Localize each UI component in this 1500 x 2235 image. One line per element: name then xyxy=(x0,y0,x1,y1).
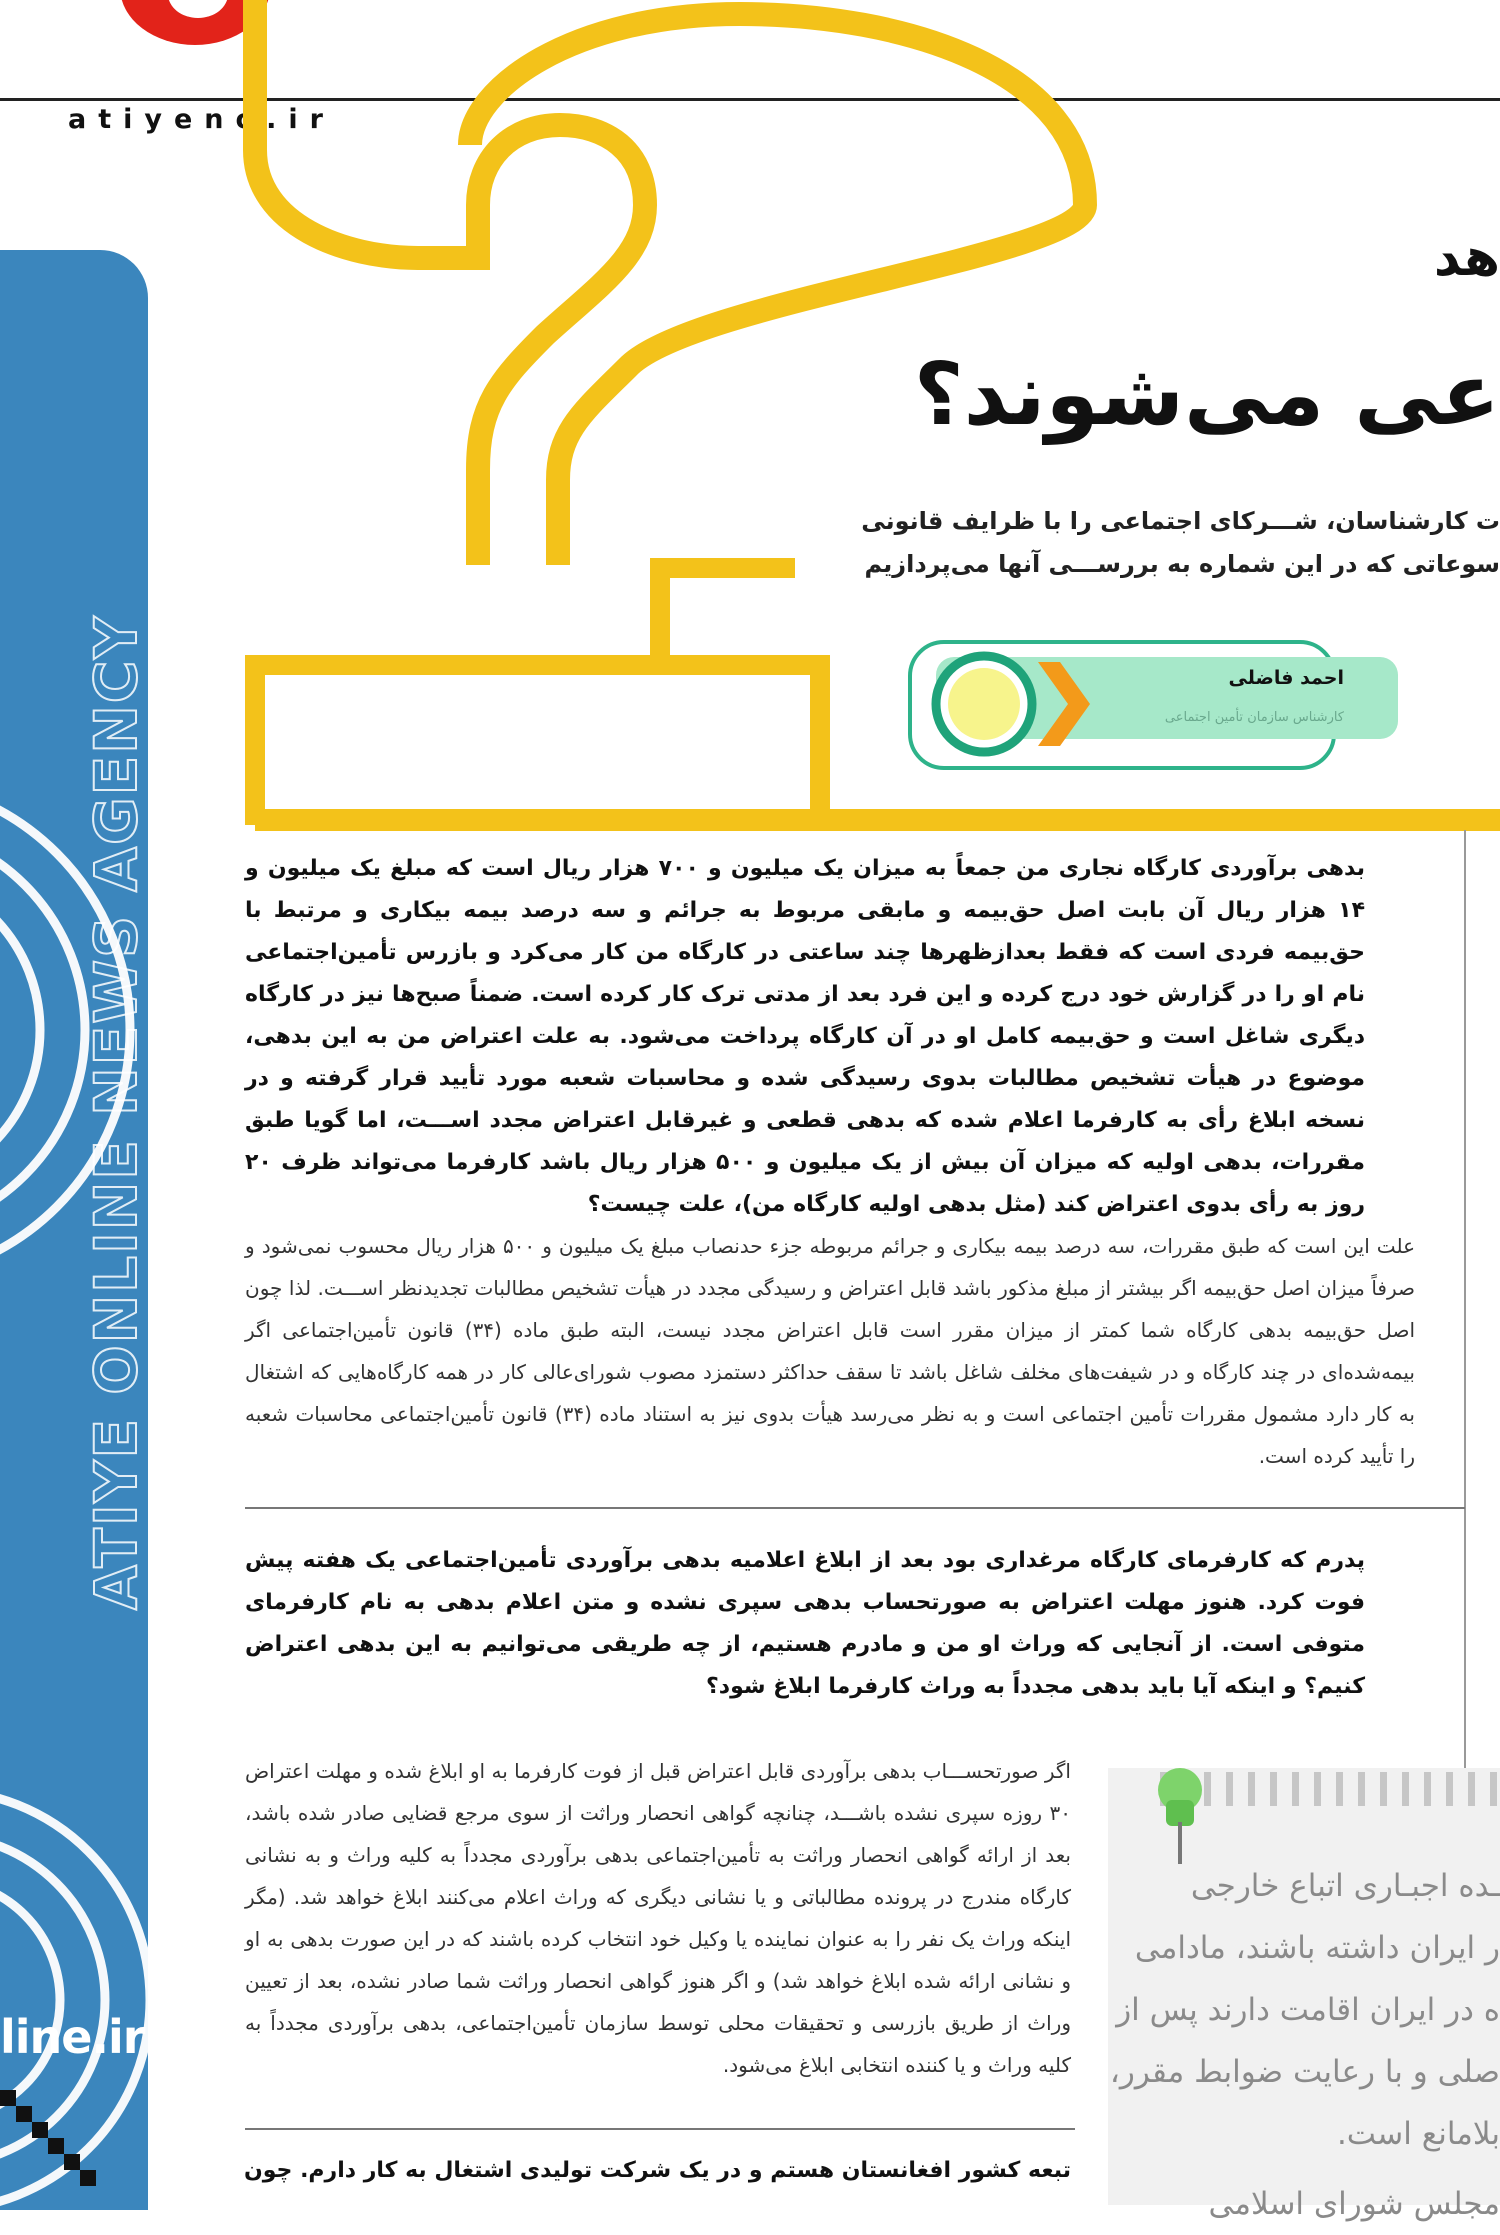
note-line: صلی و با رعایت ضوابط مقرر، xyxy=(1109,2054,1500,2090)
qa-answer-1: علت این است که طبق مقررات، سه درصد بیمه بیکاری و جرائم مربوطه جزء حدنصاب مبلغ یک میلیون و ۵۰۰ هزار ریال محسوب نمی‌شود و صرفاً میزان اصل حق‌بیمه اگر بیشتر از مبلغ مذکور باشد قابل اعتراض و رسیدگی مجدد در هیأت تشخیص مطالبات تجدیدنظر اســـت. لذا چون اصل حق‌بیمه بدهی کارگاه شما کمتر از میزان مقرر است قابل اعتراض مجدد نیست، البته طبق ماده (۳۴) قانون تأمین‌اجتماعی اگر بیمه‌شده‌ای در چند کارگاه و در شیفت‌های مخلف شاغل باشد تا سقف حداکثر دستمزد مصوب شورای‌عالی کار در همه کارگاه‌هایی که اشتغال به کار دارد مشمول مقررات تأمین اجتماعی است و به نظر می‌رسد هیأت بدوی نیز به استناد ماده (۳۴) قانون تأمین‌اجتماعی محاسبات شعبه را تأیید کرده است. xyxy=(245,1234,1415,1468)
side-banner-tag[interactable]: line.ir xyxy=(0,2010,145,2064)
note-line: بلامانع است. xyxy=(1336,2116,1500,2152)
qa-divider xyxy=(245,1507,1465,1509)
qa-question-3: تبعه کشور افغانستان هستم و در یک شرکت تولیدی اشتغال به کار دارم. چون xyxy=(243,2158,1071,2183)
pushpin-icon xyxy=(1140,1760,1220,1870)
qa-divider xyxy=(245,2128,1075,2130)
note-line: ر ایران داشته باشند، مادامی xyxy=(1134,1930,1500,1966)
author-role: کارشناس سازمان تأمین اجتماعی xyxy=(1164,710,1344,725)
headline-lead xyxy=(861,500,1500,586)
qa-question-1: بدهی برآوردی کارگاه نجاری من جمعاً به میزان یک میلیون و ۷۰۰ هزار ریال است که مبلغ یک میلیون و ۱۴ هزار ریال آن بابت اصل حق‌بیمه و مابقی مربوط به جرائم و سه درصد بیمه بیکاری و مرتبط با حق‌بیمه فردی است که فقط بعدازظهرها چند ساعتی در کارگاه من کار می‌کرد و بازرس تأمین‌اجتماعی نام او را در گزارش خود درج کرده و این فرد بعد از مدتی ترک کار کرده است. ضمناً صبح‌ها نیز در کارگاه دیگری شاغل است و حق‌بیمه کامل او در آن کارگاه پرداخت می‌شود. به علت اعتراض من به این بدهی، موضوع در هیأت تشخیص مطالبات بدوی رسیدگی شده و محاسبات شعبه مورد تأیید قرار گرفته و در نسخه ابلاغ رأی به کارفرما اعلام شده که بدهی قطعی و غیرقابل اعتراض مجدد اســـت، اما گویا طبق مقررات، بدهی اولیه که میزان آن بیش از یک میلیون و ۵۰۰ هزار ریال باشد کارفرما می‌تواند ظرف ۲۰ روز به رأی بدوی اعتراض کند (مثل بدهی اولیه کارگاه من)، علت چیست؟ xyxy=(245,856,1366,1217)
note-text xyxy=(1109,1855,1500,2235)
note-line: ـده اجبـاری اتباع خارجی xyxy=(1190,1868,1500,1904)
note-line: ه در ایران اقامت دارند پس از xyxy=(1116,1992,1500,2028)
qa-answer-2: اگر صورتحســـاب بدهی برآوردی قابل اعتراض قبل از فوت کارفرما به او ابلاغ شده و مهلت اعتراض ۳۰ روزه سپری نشده باشـــد، چنانچه گواهی انحصار وراثت از سوی مرجع قضایی صادر شده باشد، بعد از ارائه گواهی انحصار وراثت به تأمین‌اجتماعی بدهی برآوردی مجدداً به کلیه وراث و به نشانی کارگاه مندرج در پرونده مطالباتی و یا نشانی دیگری که وراث اعلام می‌کنند ابلاغ خواهد شد. (مگر اینکه وراث یک نفر را به عنوان نماینده یا وکیل خود انتخاب کرده باشند که در این صورت بدهی به او و نشانی ارائه شده ابلاغ خواهد شد) و اگر هنوز گواهی انحصار وراثت شما صادر نشده، بعد از تعیین وراث از طریق بازرسی و تحقیقات محلی توسط سازمان تأمین‌اجتماعی، بدهی برآوردی مجدداً به کلیه وراث و یا کننده انتخابی ابلاغ می‌شود. xyxy=(245,1759,1071,2077)
author-avatar-icon xyxy=(920,640,1120,770)
headline-title: عی می‌شوند؟ xyxy=(913,345,1500,445)
author-name: احمد فاضلی xyxy=(1228,667,1344,689)
headline-lead-line: ت کارشناسان، شـــرکای اجتماعی را با ظرایف قانونی xyxy=(861,507,1500,535)
side-banner-text: ATIYE ONLINE NEWS AGENCY xyxy=(82,614,150,1610)
site-url[interactable]: atiyeno.ir xyxy=(68,104,335,135)
column-rule xyxy=(1464,830,1466,1930)
headline-kicker: هد xyxy=(1433,228,1500,288)
qa-question-2: پدرم که کارفرمای کارگاه مرغداری بود بعد از ابلاغ اعلامیه بدهی برآوردی تأمین‌اجتماعی یک هفته پیش فوت کرد. هنوز مهلت اعتراض به صورتحساب بدهی سپری نشده و متن اعلام بدهی به نام کارفرمای متوفی است. از آنجایی که وراث او من و مادرم هستیم، از چه طریقی می‌توانیم به این بدهی اعتراض کنیم؟ و اینکه آیا باید بدهی مجدداً به وراث کارفرما ابلاغ شود؟ xyxy=(245,1548,1365,1699)
headline-lead-line: سوعاتی که در این شماره به بررســـی آنها می‌پردازیم xyxy=(864,550,1500,578)
note-line: مجلس شورای اسلامی xyxy=(1208,2186,1500,2222)
